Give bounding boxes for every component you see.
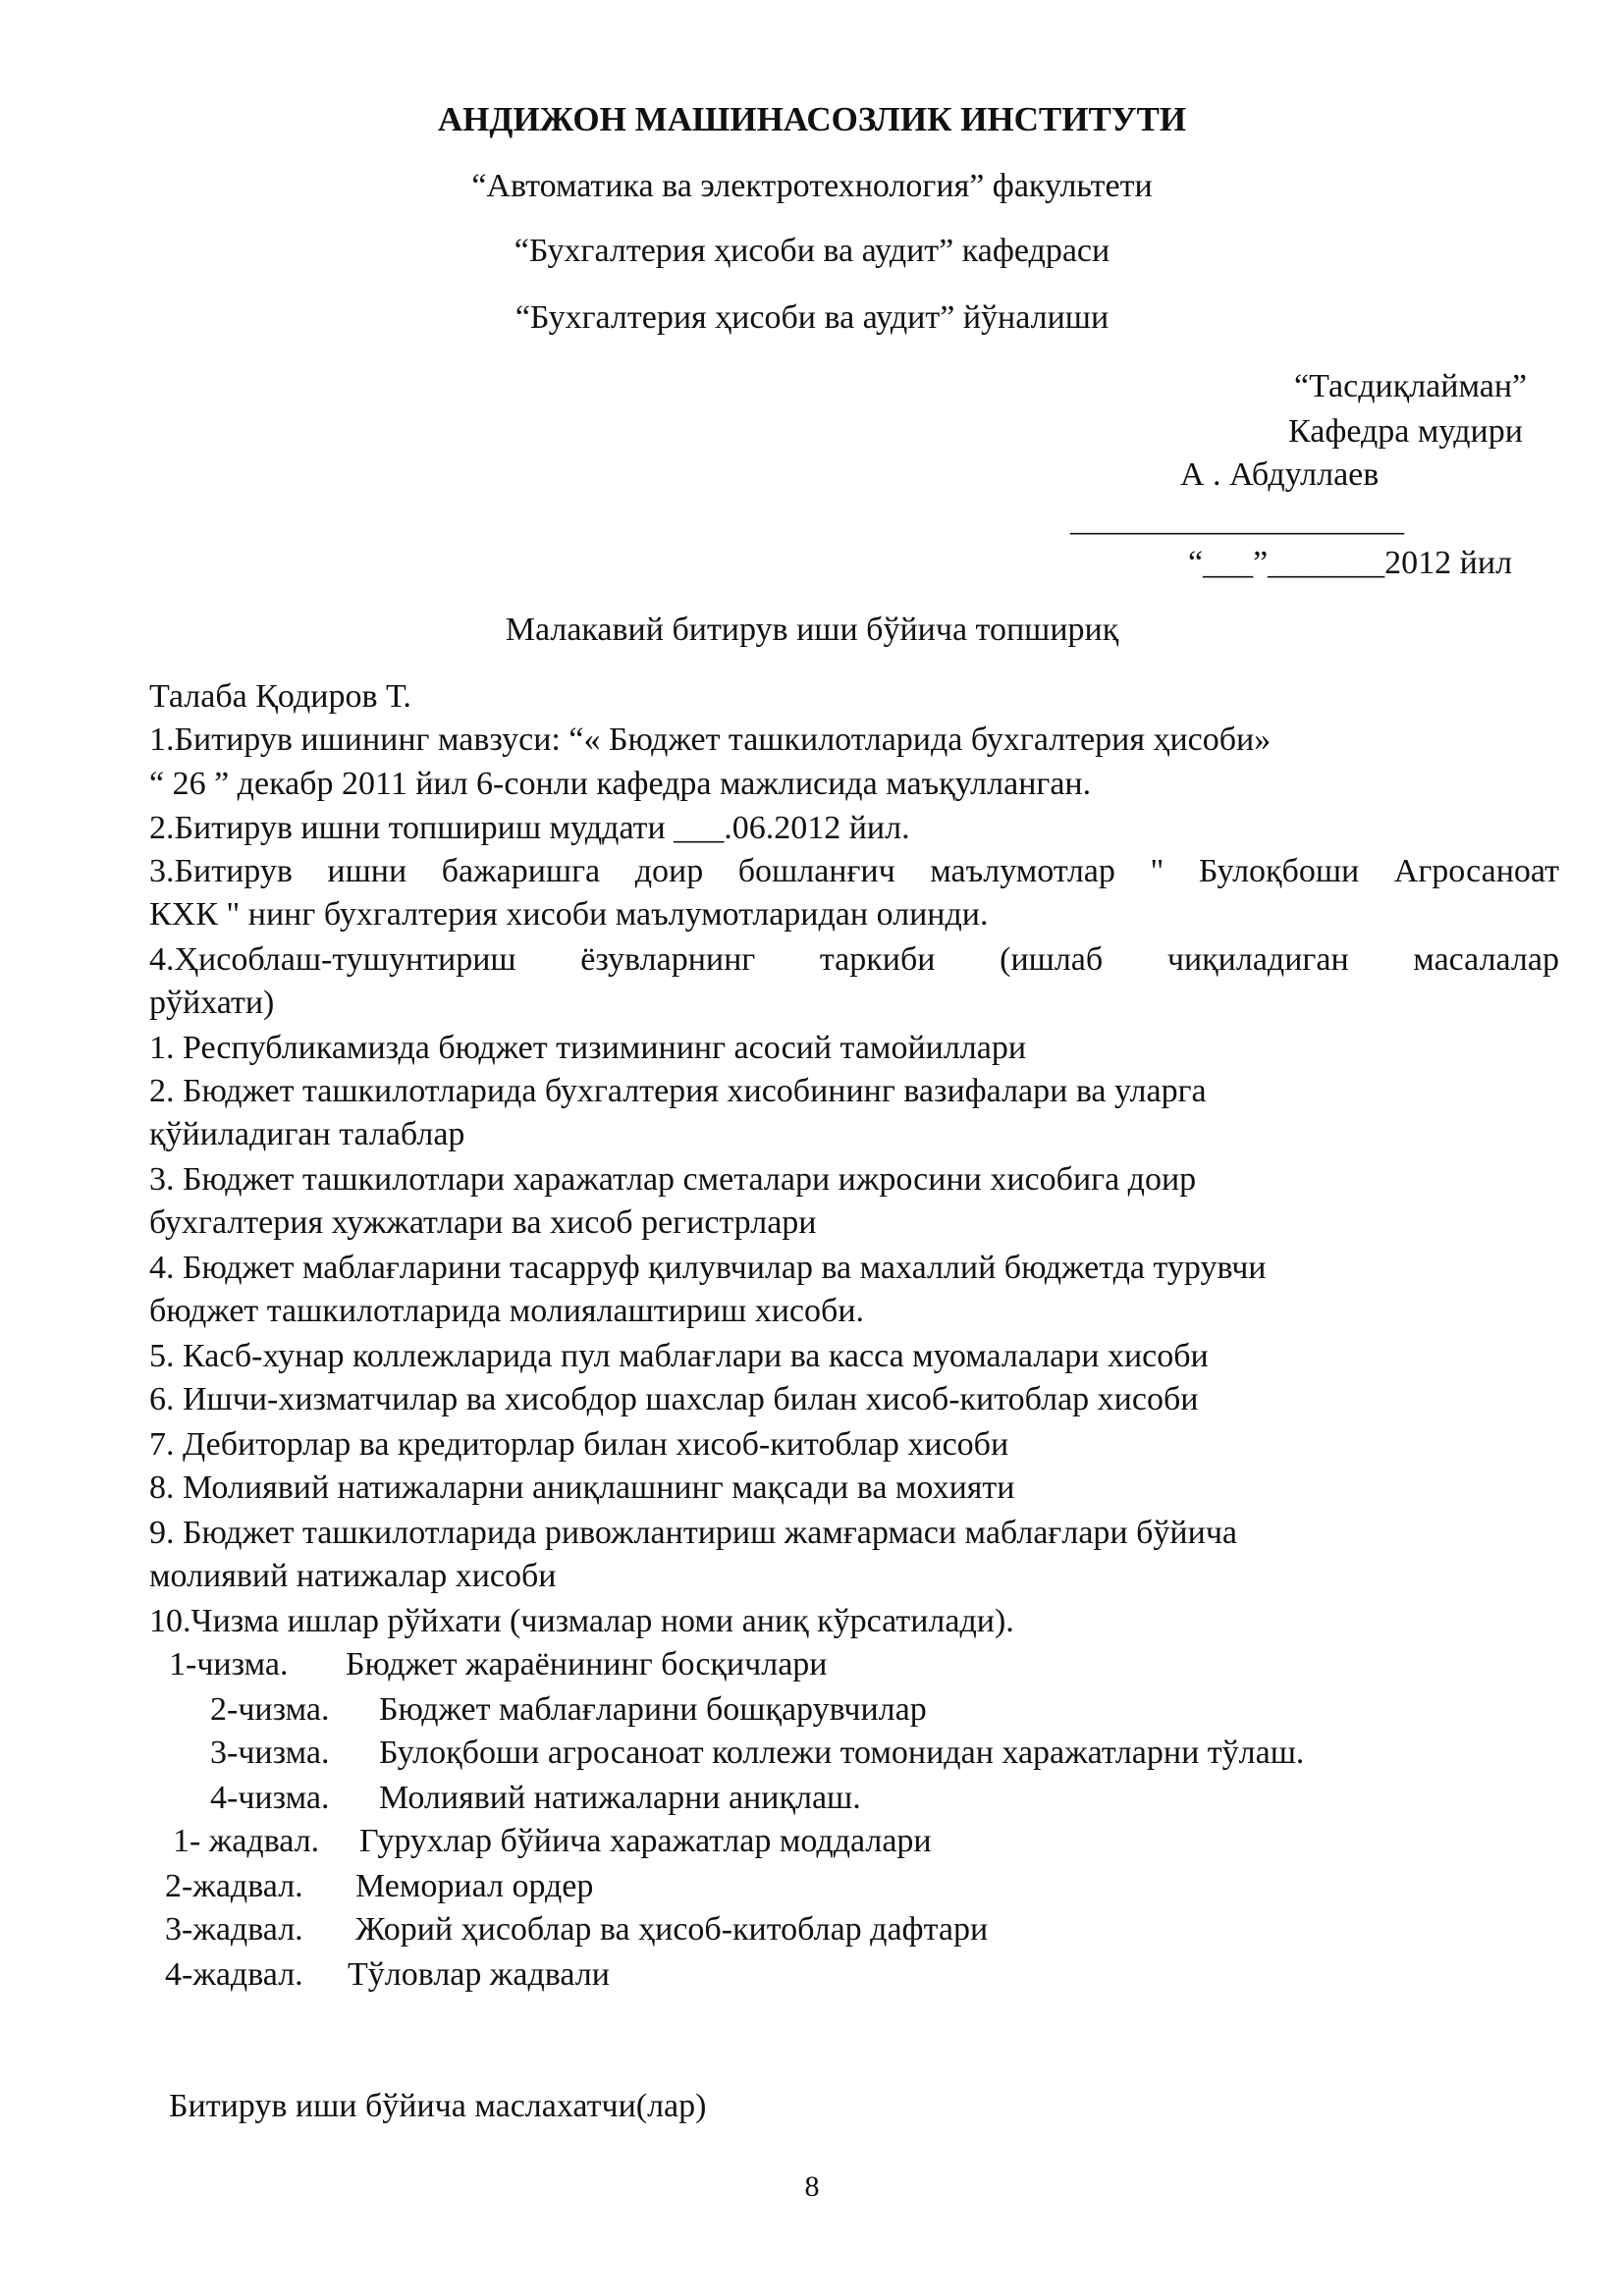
drawing-text: Молиявий натижаларни аниқлаш. bbox=[379, 1780, 861, 1816]
task-line: 1. Республикамизда бюджет тизимининг асосий тамойиллари bbox=[149, 1030, 1027, 1066]
task-line: бухгалтерия хужжатлари ва хисоб регистрлари bbox=[149, 1204, 817, 1241]
task-line: 6. Ишчи-хизматчилар ва хисобдор шахслар билан хисоб-китоблар хисоби bbox=[149, 1381, 1199, 1417]
task-line: 9. Бюджет ташкилотларида ривожлантириш жамғармаси маблағлари бўйича bbox=[149, 1515, 1238, 1551]
drawing-text: Бюджет маблағларини бошқарувчилар bbox=[379, 1691, 927, 1728]
table-label: 2-жадвал. bbox=[165, 1868, 303, 1904]
approval-heading: “Тасдиқлайман” bbox=[1294, 368, 1528, 404]
task-line: қўйиладиган талаблар bbox=[149, 1116, 465, 1152]
approved-line: “ 26 ” декабр 2011 йил 6-сонли кафедра мажлисида маъқулланган. bbox=[149, 766, 1092, 802]
task-line: 7. Дебиторлар ва кредиторлар билан хисоб-китоблар хисоби bbox=[149, 1426, 1009, 1463]
table-text: Мемориал ордер bbox=[355, 1868, 594, 1904]
drawing-label: 3-чизма. bbox=[210, 1735, 330, 1771]
data-source-line-1: 3.Битирув ишни бажаришга доир бошланғич маълумотлар " Булоқбоши Агросаноат bbox=[149, 853, 1559, 889]
task-line: 2. Бюджет ташкилотларида бухгалтерия хисобининг вазифалари ва уларга bbox=[149, 1073, 1207, 1109]
drawing-text: Булоқбоши агросаноат коллежи томонидан харажатларни тўлаш. bbox=[379, 1735, 1305, 1771]
table-label: 1- жадвал. bbox=[173, 1823, 320, 1859]
drawing-text: Бюджет жараёнининг босқичлари bbox=[346, 1646, 828, 1682]
direction-line: “Бухгалтерия ҳисоби ва аудит” йўналиши bbox=[514, 299, 1110, 336]
signature-line: ____________________ bbox=[1070, 502, 1404, 538]
contents-line-1: 4.Ҳисоблаш-тушунтириш ёзувларнинг таркиби (ишлаб чиқиладиган масалалар bbox=[149, 941, 1559, 978]
task-line: молиявий натижалар хисоби bbox=[149, 1558, 557, 1594]
faculty-line: “Автоматика ва электротехнология” факультети bbox=[471, 168, 1153, 204]
drawing-label: 1-чизма. bbox=[169, 1646, 289, 1682]
page-number: 8 bbox=[804, 2170, 820, 2203]
advisor-line: Битирув иши бўйича маслахатчи(лар) bbox=[169, 2088, 707, 2124]
institute-title: АНДИЖОН МАШИНАСОЗЛИК ИНСТИТУТИ bbox=[437, 100, 1187, 138]
contents-line-2: рўйхати) bbox=[149, 985, 275, 1021]
table-label: 3-жадвал. bbox=[165, 1911, 303, 1948]
drawing-label: 2-чизма. bbox=[210, 1691, 330, 1728]
table-label: 4-жадвал. bbox=[165, 1956, 303, 1993]
table-text: Гурухлар бўйича харажатлар моддалари bbox=[359, 1823, 932, 1859]
department-line: “Бухгалтерия ҳисоби ва аудит” кафедраси bbox=[514, 233, 1110, 269]
task-line: 4. Бюджет маблағларини тасарруф қилувчилар ва махаллий бюджетда турувчи bbox=[149, 1250, 1267, 1286]
table-text: Жорий ҳисоблар ва ҳисоб-китоблар дафтари bbox=[355, 1911, 989, 1948]
deadline-line: 2.Битирув ишни топшириш муддати ___.06.2012 йил. bbox=[149, 810, 910, 846]
approval-role: Кафедра мудири bbox=[1288, 413, 1523, 450]
drawing-label: 4-чизма. bbox=[210, 1780, 330, 1816]
task-line: 5. Касб-хунар коллежларида пул маблағлари ва касса муомалалари хисоби bbox=[149, 1338, 1209, 1374]
student-line: Талаба Қодиров Т. bbox=[149, 678, 411, 715]
task-line: 8. Молиявий натижаларни аниқлашнинг мақсади ва мохияти bbox=[149, 1469, 1015, 1506]
task-line: бюджет ташкилотларида молиялаштириш хисоби. bbox=[149, 1293, 865, 1329]
topic-line: 1.Битирув ишининг мавзуси: “« Бюджет ташкилотларида бухгалтерия ҳисоби» bbox=[149, 721, 1272, 758]
approval-name: А . Абдуллаев bbox=[1180, 456, 1380, 493]
task-line: 10.Чизма ишлар рўйхати (чизмалар номи аниқ кўрсатилади). bbox=[149, 1603, 1014, 1639]
task-line: 3. Бюджет ташкилотлари харажатлар сметалари ижросини хисобига доир bbox=[149, 1161, 1197, 1198]
table-text: Тўловлар жадвали bbox=[348, 1956, 610, 1993]
data-source-line-2: КХК " нинг бухгалтерия хисоби маълумотларидан олинди. bbox=[149, 896, 989, 933]
approval-date: “___”_______2012 йил bbox=[1188, 545, 1513, 581]
document-title: Малакавий битирув иши бўйича топшириқ bbox=[505, 612, 1119, 648]
